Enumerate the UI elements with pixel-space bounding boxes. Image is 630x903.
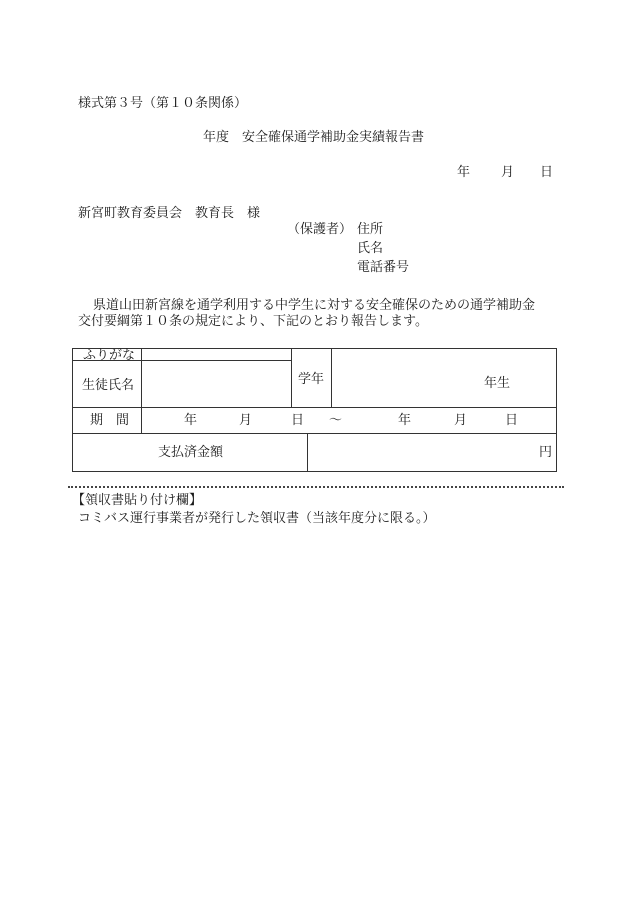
address-label: 住所	[357, 222, 384, 237]
date-day-label: 日	[540, 165, 554, 180]
paid-amount-label: 支払済金額	[158, 445, 224, 460]
phone-label: 電話番号	[357, 260, 410, 275]
furigana-label: ふりがな	[83, 348, 136, 363]
period-to-day: 日	[505, 413, 519, 428]
name-label: 氏名	[357, 241, 384, 256]
body-text-line-1: 県道山田新宮線を通学利用する中学生に対する安全確保のための通学補助金	[93, 298, 536, 313]
body-text-line-2: 交付要綱第１０条の規定により、下記のとおり報告します。	[78, 314, 428, 329]
student-name-input[interactable]	[142, 361, 290, 407]
furigana-input[interactable]	[142, 349, 290, 360]
receipt-heading: 【領収書貼り付け欄】	[72, 493, 203, 508]
date-year-label: 年	[457, 165, 471, 180]
period-from-year: 年	[184, 413, 198, 428]
guardian-label: （保護者）	[287, 222, 353, 237]
period-from-month: 月	[239, 413, 253, 428]
report-table	[72, 348, 557, 472]
receipt-separator	[68, 486, 564, 488]
period-from-day: 日	[291, 413, 305, 428]
currency-unit: 円	[539, 445, 553, 460]
receipt-paste-area	[68, 532, 564, 872]
grade-input[interactable]	[332, 349, 482, 407]
grade-suffix: 年生	[484, 376, 511, 391]
period-to-month: 月	[454, 413, 468, 428]
addressee: 新宮町教育委員会 教育長 様	[78, 206, 261, 221]
paid-amount-input[interactable]	[308, 434, 538, 471]
date-month-label: 月	[501, 165, 515, 180]
period-separator: ～	[329, 413, 343, 428]
receipt-note: コミバス運行事業者が発行した領収書（当該年度分に限る。）	[78, 511, 436, 526]
grade-label: 学年	[298, 372, 325, 387]
period-label: 期 間	[90, 413, 130, 428]
table-rule	[73, 407, 556, 408]
table-rule	[291, 349, 292, 407]
period-to-year: 年	[398, 413, 412, 428]
document-title: 年度 安全確保通学補助金実績報告書	[203, 130, 425, 145]
form-number: 様式第３号（第１０条関係）	[78, 96, 248, 111]
student-name-label: 生徒氏名	[82, 378, 135, 393]
